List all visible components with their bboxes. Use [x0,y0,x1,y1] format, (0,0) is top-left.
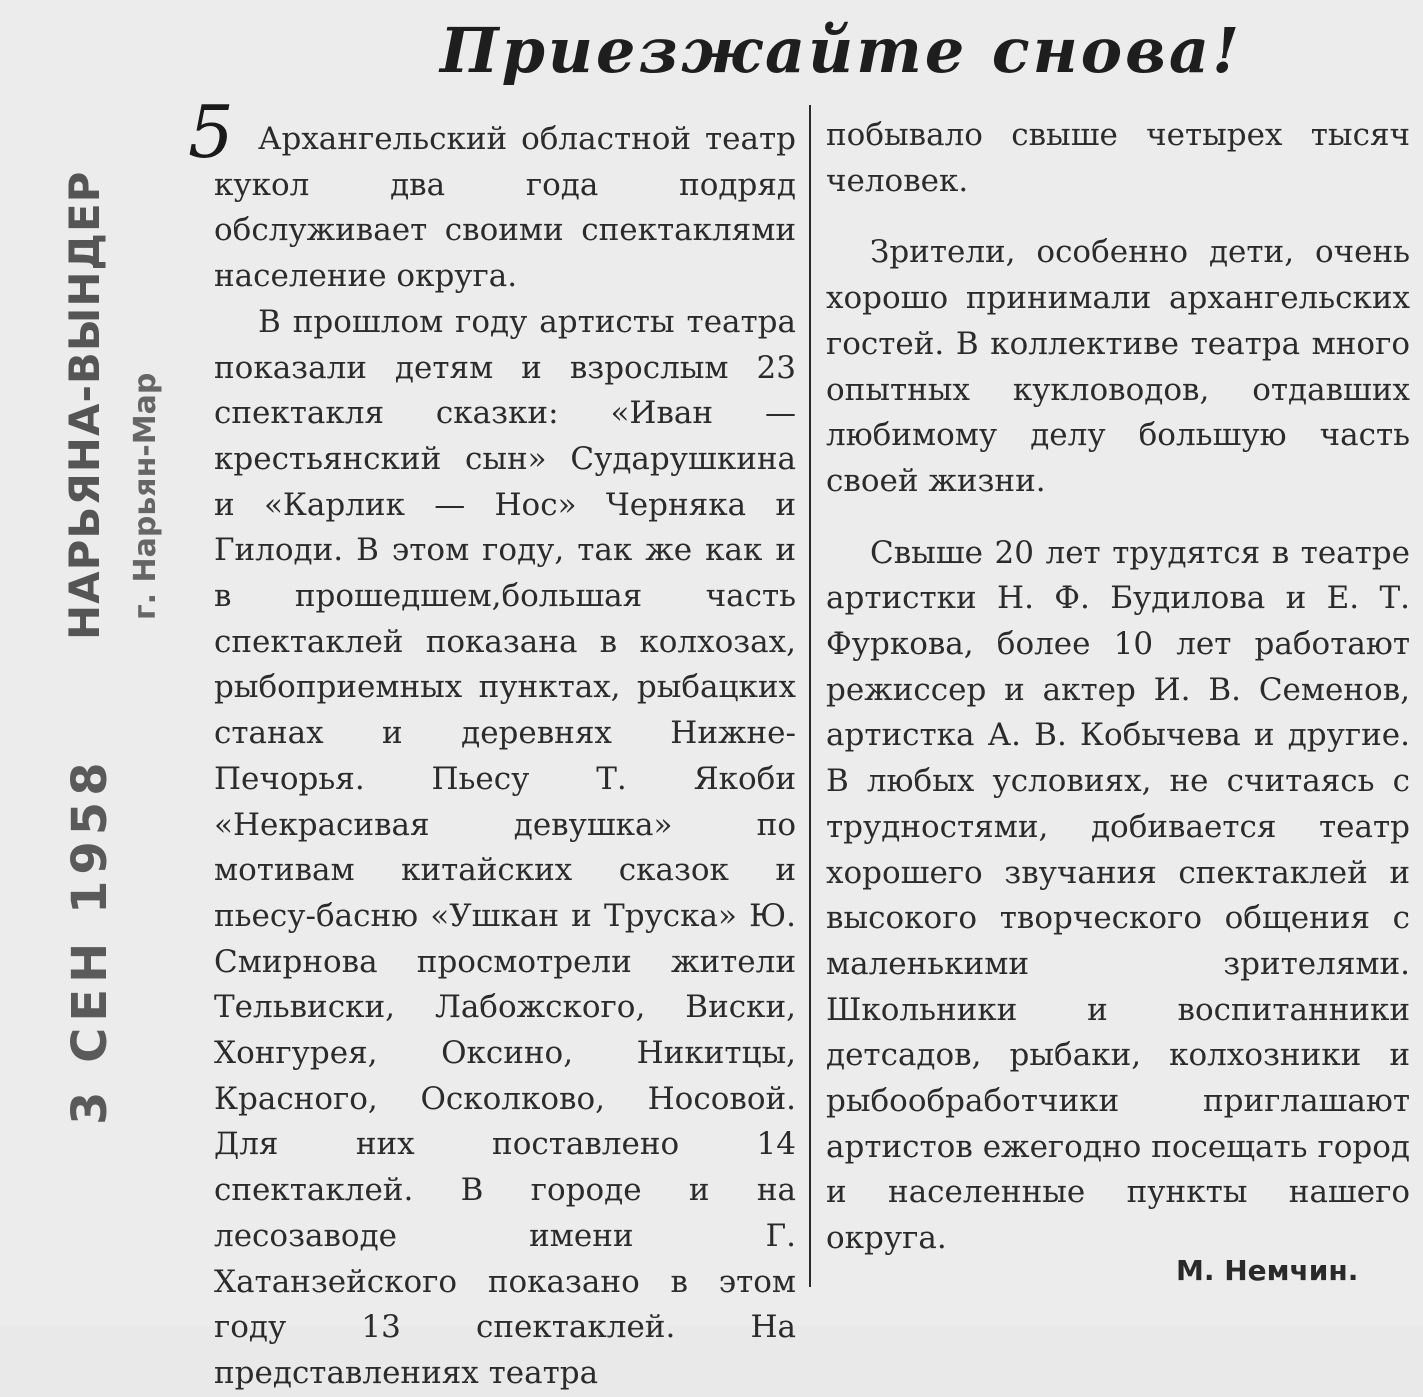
paragraph-continuation: побывало свыше четырех тысяч человек. [826,117,1410,199]
paragraph-performances: В прошлом году артисты театра показали детям и взрослым 23 спектакля сказки: «Иван — крестьянский сын» Сударушкина и «Карлик — Нос» Черняка и Гилоди. В этом году, так же как и в прошедшем,большая часть спектаклей показана в колхозах, рыбоприемных пунктах, рыбацких станах и деревнях Нижне-Печорья. Пьесу Т. Якоби «Некрасивая девушка» по мотивам китайских сказок и пьесу-басню «Ушкан и Труска» Ю. Смирнова просмотрели жители Тельвиски, Лабожского, Виски, Хонгурея, Оксино, Никитцы, Красного, Осколково, Носовой. Для них поставлено 14 спектаклей. В городе и на лесозаводе имени Г. Хатанзейского показано в этом году 13 спектаклей. На представлениях театра [214,303,796,1391]
article-author: М. Немчин. [1176,1254,1359,1287]
paragraph-artists: Свыше 20 лет трудятся в театре артистки Н. Ф. Будилова и Е. Т. Фуркова, более 10 лет работают режиссер и актер И. В. Семенов, артистка А. В. Кобычева и другие. В любых условиях, не считаясь с трудностями, добивается театр хорошего звучания спектаклей и высокого творческого общения с маленькими зрителями. Школьники и воспитанники детсадов, рыбаки, колхозники и рыбообработчики приглашают артистов ежегодно посещать город и населенные пункты нашего округа. [826,534,1410,1257]
article-column-left [214,117,796,1397]
stamp-date: 3 СЕН 1958 [62,756,118,1125]
article-column-right [826,113,1410,1262]
stamp-newspaper-name: НАРЬЯНА-ВЫНДЕР [60,170,109,640]
column-divider [809,105,811,1287]
article-headline: Приезжайте снова! [440,14,1243,87]
paragraph-audience: Зрители, особенно дети, очень хорошо принимали архангельских гостей. В коллективе театра много опытных кукловодов, отдавших любимому делу большую часть своей жизни. [826,234,1410,499]
archive-stamp [48,170,178,1140]
paragraph-intro: Архангельский областной театр кукол два года подряд обслуживает своими спектаклями население округа. [214,121,796,295]
handwritten-number: 5 [188,90,234,174]
stamp-city: г. Нарьян-Мар [128,372,163,620]
